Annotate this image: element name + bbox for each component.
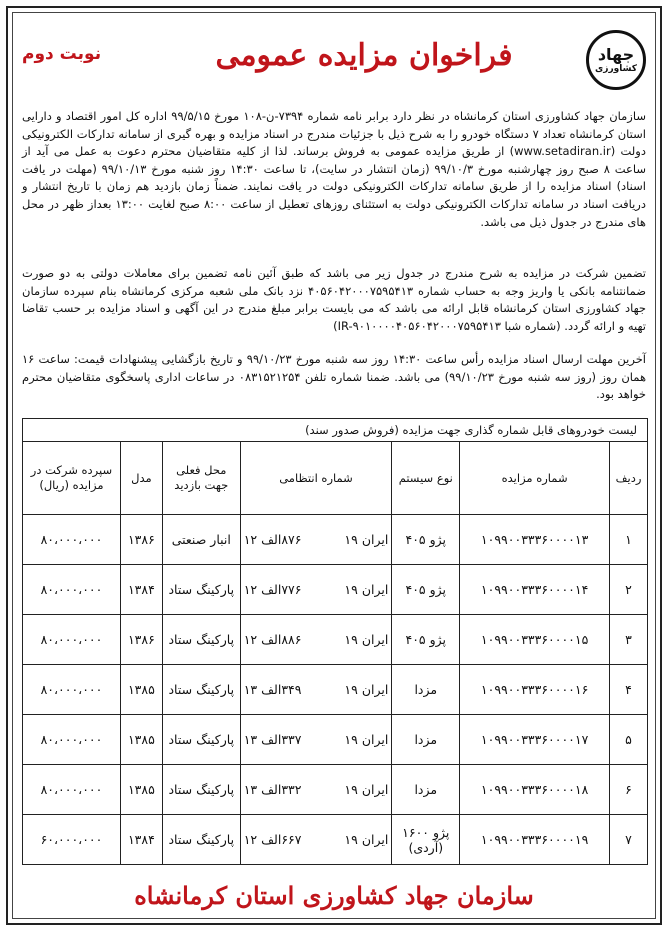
- paragraph-deadline: آخرین مهلت ارسال اسناد مزایده رأس ساعت ۱۴:۳۰ روز سه شنبه مورخ ۹۹/۱۰/۲۳ و تاریخ بازگشایی پیشنهادات قیمت: ساعت ۱۶ همان روز (روز سه شنبه مورخ ۹۹/۱۰/۲۳) می باشد. ضمنا شماره تلفن ۰۸۳۱۵۲۱۲۵۴ در ساعات اداری پاسخگوی متقاضیان محترم خواهد بود.: [22, 352, 647, 402]
- header-model: مدل: [120, 442, 162, 515]
- cell-auction-number: ۱۰۹۹۰۰۳۳۳۶۰۰۰۰۱۹: [460, 815, 610, 865]
- cell-deposit: ۸۰،۰۰۰،۰۰۰: [23, 565, 121, 615]
- cell-auction-number: ۱۰۹۹۰۰۳۳۳۶۰۰۰۰۱۷: [460, 715, 610, 765]
- cell-system-type: پژو ۴۰۵: [392, 615, 460, 665]
- header-deposit: سپرده شرکت در مزایده (ریال): [23, 442, 121, 515]
- table-caption: لیست خودروهای قابل شماره گذاری جهت مزایده (فروش صدور سند): [22, 418, 648, 441]
- cell-deposit: ۸۰،۰۰۰،۰۰۰: [23, 715, 121, 765]
- footer-organization: سازمان جهاد کشاورزی استان کرمانشاه: [134, 881, 534, 910]
- cell-row-number: ۱: [610, 515, 648, 565]
- cell-deposit: ۸۰،۰۰۰،۰۰۰: [23, 515, 121, 565]
- cell-plate: [240, 715, 392, 765]
- cell-model: ۱۳۸۵: [120, 765, 162, 815]
- table-row: [23, 665, 648, 715]
- cell-system-type: مزدا: [392, 765, 460, 815]
- cell-plate: [240, 515, 392, 565]
- cell-auction-number: ۱۰۹۹۰۰۳۳۳۶۰۰۰۰۱۶: [460, 665, 610, 715]
- cell-plate: [240, 565, 392, 615]
- notice-title: فراخوان مزایده عمومی: [215, 38, 513, 73]
- cell-system-type: مزدا: [392, 715, 460, 765]
- table-row: [23, 715, 648, 765]
- cell-deposit: ۶۰،۰۰۰،۰۰۰: [23, 815, 121, 865]
- plate-region: ایران ۱۹: [344, 832, 389, 847]
- plate-number: ۶۶۷الف ۱۲: [243, 832, 302, 847]
- cell-model: ۱۳۸۴: [120, 565, 162, 615]
- plate-region: ایران ۱۹: [344, 582, 389, 597]
- plate-number: ۸۷۶الف ۱۲: [243, 532, 302, 547]
- plate-region: ایران ۱۹: [344, 632, 389, 647]
- cell-location: پارکینگ ستاد: [162, 615, 240, 665]
- logo-text-top: جهاد: [597, 44, 635, 64]
- header-auction-number: شماره مزایده: [460, 442, 610, 515]
- cell-model: ۱۳۸۴: [120, 815, 162, 865]
- cell-plate: [240, 815, 392, 865]
- cell-location: انبار صنعتی: [162, 515, 240, 565]
- cell-location: پارکینگ ستاد: [162, 565, 240, 615]
- plate-number: ۸۸۶الف ۱۲: [243, 632, 302, 647]
- table-row: [23, 765, 648, 815]
- cell-deposit: ۸۰،۰۰۰،۰۰۰: [23, 665, 121, 715]
- header-system-type: نوع سیستم: [392, 442, 460, 515]
- plate-region: ایران ۱۹: [344, 682, 389, 697]
- round-badge: نوبت دوم: [22, 44, 102, 64]
- plate-number: ۷۷۶الف ۱۲: [243, 582, 302, 597]
- cell-model: ۱۳۸۶: [120, 615, 162, 665]
- cell-row-number: ۲: [610, 565, 648, 615]
- cell-system-type: پژو ۱۶۰۰ (آردی): [392, 815, 460, 865]
- paragraph-intro: سازمان جهاد کشاورزی استان کرمانشاه در نظر دارد برابر نامه شماره ۷۳۹۴-ن-۱۰۸ مورخ ۹۹/۵/۱۵ اداره کل امور اقتصاد و دارایی استان کرمانشاه تعداد ۷ دستگاه خودرو را به شرح ذیل با جزئیات مندرج در اسناد مزایده و بهره گیری از سامانه تدارکات الکترونیکی دولت (www.setadiran.ir) از طریق مزایده عمومی به فروش برساند. لذا از کلیه متقاضیان محترم دعوت به عمل می آید از ساعت ۸ صبح روز چهارشنبه مورخ ۹۹/۱۰/۳ (زمان انتشار در سایت)، تا ساعت ۱۴:۳۰ روز شنبه مورخ ۹۹/۱۰/۱۳ (مهلت در یافت اسناد) اسناد مزایده را از طریق سامانه تدارکات الکترونیکی دولت در یافت نمایند. ضمناً زمان بازدید هم زمان با تاریخ انتشار و دریافت اسناد در سامانه تدارکات الکترونیکی دولت به استثنای روزهای تعطیل از ساعت ۸:۰۰ صبح لغایت ۱۳:۰۰ بعداز ظهر در محل های مندرج در جدول ذیل می باشد.: [22, 109, 646, 229]
- cell-location: پارکینگ ستاد: [162, 815, 240, 865]
- vehicles-table: [22, 418, 648, 865]
- cell-row-number: ۴: [610, 665, 648, 715]
- plate-number: ۳۳۷الف ۱۳: [243, 732, 302, 747]
- cell-row-number: ۳: [610, 615, 648, 665]
- cell-system-type: پژو ۴۰۵: [392, 565, 460, 615]
- cell-system-type: پژو ۴۰۵: [392, 515, 460, 565]
- notice-frame: [6, 6, 662, 925]
- cell-deposit: ۸۰،۰۰۰،۰۰۰: [23, 615, 121, 665]
- cell-model: ۱۳۸۵: [120, 715, 162, 765]
- plate-number: ۳۴۹الف ۱۳: [243, 682, 302, 697]
- header-plate-number: شماره انتظامی: [240, 442, 392, 515]
- plate-region: ایران ۱۹: [344, 532, 389, 547]
- logo-text-bottom: کشاورزی: [595, 63, 637, 74]
- table-row: [23, 565, 648, 615]
- cell-deposit: ۸۰،۰۰۰،۰۰۰: [23, 765, 121, 815]
- plate-region: ایران ۱۹: [344, 782, 389, 797]
- cell-plate: [240, 615, 392, 665]
- cell-location: پارکینگ ستاد: [162, 715, 240, 765]
- cell-row-number: ۷: [610, 815, 648, 865]
- table-row: [23, 815, 648, 865]
- paragraph-guarantee: تضمین شرکت در مزایده به شرح مندرج در جدول زیر می باشد که طبق آئین نامه تضمین برای معاملات دولتی به دو صورت ضمانتنامه بانکی یا واریز وجه به حساب شماره ۴۰۵۶۰۴۲۰۰۰۷۵۹۵۴۱۳ نزد بانک ملی شعبه مرکزی کرمانشاه بنام سپرده سازمان جهاد کشاورزی استان کرمانشاه قابل ارائه می باشد که می بایست برابر مبلغ مندرج در این آگهی و اسناد مزایده بر حسب تقاضا تهیه و ارائه گردد. (شماره شبا IR-۹۰۱۰۰۰۰۴۰۵۶۰۴۲۰۰۰۷۵۹۵۴۱۳): [22, 266, 646, 333]
- cell-system-type: مزدا: [392, 665, 460, 715]
- cell-auction-number: ۱۰۹۹۰۰۳۳۳۶۰۰۰۰۱۸: [460, 765, 610, 815]
- cell-model: ۱۳۸۵: [120, 665, 162, 715]
- plate-number: ۳۳۲الف ۱۳: [243, 782, 302, 797]
- cell-plate: [240, 665, 392, 715]
- header-row-number: ردیف: [610, 442, 648, 515]
- cell-auction-number: ۱۰۹۹۰۰۳۳۳۶۰۰۰۰۱۵: [460, 615, 610, 665]
- cell-auction-number: ۱۰۹۹۰۰۳۳۳۶۰۰۰۰۱۴: [460, 565, 610, 615]
- cell-plate: [240, 765, 392, 815]
- cell-location: پارکینگ ستاد: [162, 665, 240, 715]
- cell-row-number: ۶: [610, 765, 648, 815]
- cell-location: پارکینگ ستاد: [162, 765, 240, 815]
- table-row: [23, 515, 648, 565]
- table-header-row: [23, 442, 648, 515]
- jahad-logo-icon: [586, 30, 646, 90]
- cell-model: ۱۳۸۶: [120, 515, 162, 565]
- cell-auction-number: ۱۰۹۹۰۰۳۳۳۶۰۰۰۰۱۳: [460, 515, 610, 565]
- plate-region: ایران ۱۹: [344, 732, 389, 747]
- table-row: [23, 615, 648, 665]
- header-location: محل فعلی جهت بازدید: [162, 442, 240, 515]
- cell-row-number: ۵: [610, 715, 648, 765]
